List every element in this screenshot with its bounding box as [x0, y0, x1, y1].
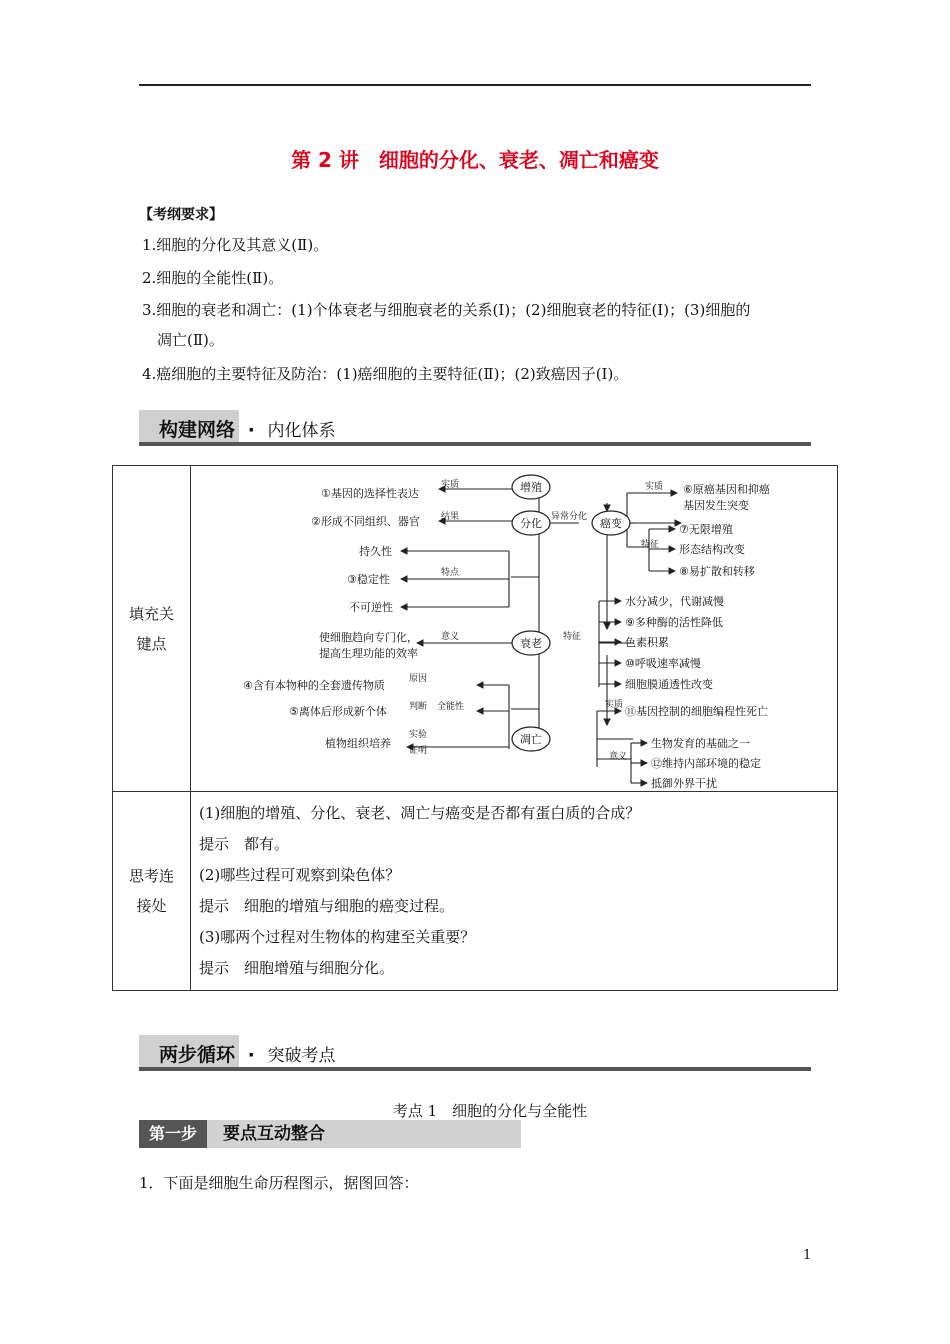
- section-rule: [139, 442, 811, 446]
- step-tag: 第一步: [139, 1120, 207, 1148]
- label-shizhi: 实质: [441, 479, 460, 490]
- left-item-9: 植物组织培养: [325, 736, 391, 750]
- kaodian-heading: 考点 1 细胞的分化与全能性: [392, 1102, 588, 1120]
- node-zengzhi: 增殖: [520, 480, 542, 494]
- ai-item-6b: 基因发生突变: [683, 498, 749, 512]
- node-diaowang: 凋亡: [520, 732, 542, 746]
- label-zhengming: 证明: [409, 745, 428, 756]
- section-header-network: [139, 410, 811, 446]
- left-item-7: ④含有本物种的全套遗传物质: [243, 678, 385, 692]
- question-2: (2)哪些过程可观察到染色体？: [199, 866, 401, 884]
- ai-item-7: ⑦无限增殖: [679, 522, 733, 536]
- requirement-1: 1.细胞的分化及其意义(Ⅱ)。: [142, 236, 329, 254]
- label-yiyi: 意义: [441, 631, 460, 642]
- qa-cell: [191, 792, 838, 991]
- section-header-steps: [139, 1035, 811, 1071]
- header-line: 思考连: [128, 867, 174, 885]
- label-tedian: 特点: [441, 567, 460, 578]
- section-main-text: 构建网络: [159, 419, 236, 441]
- sl-item-2: ⑨多种酶的活性降低: [625, 615, 723, 629]
- dw-item-2: ⑫维持内部环境的稳定: [651, 756, 761, 770]
- left-item-2: ②形成不同组织、器官: [311, 514, 420, 528]
- section-label: [159, 415, 335, 442]
- label-panduan: 判断: [409, 701, 428, 712]
- diagram-cell: [191, 466, 838, 792]
- dw-item-1: 生物发育的基础之一: [651, 736, 750, 750]
- left-item-4: ③稳定性: [347, 572, 390, 586]
- row-header-fill: [113, 466, 191, 792]
- left-item-6b: 提高生理功能的效率: [319, 646, 418, 660]
- label-ai-shizhi: 实质: [645, 481, 664, 492]
- label-quannengxing: 全能性: [437, 701, 465, 712]
- question-1: (1)细胞的增殖、分化、衰老、凋亡与癌变是否都有蛋白质的合成？: [199, 804, 641, 822]
- requirements-heading: 【考纲要求】: [139, 207, 223, 223]
- question-intro: 1．下面是细胞生命历程图示，据图回答：: [139, 1174, 419, 1192]
- node-fenhua: 分化: [520, 516, 542, 530]
- label-shiyan: 实验: [409, 729, 428, 740]
- answer-2: 提示 细胞的增殖与细胞的癌变过程。: [199, 897, 455, 915]
- header-line: 键点: [136, 634, 167, 653]
- sl-item-5: 细胞膜通透性改变: [625, 677, 713, 691]
- concept-map: [191, 467, 837, 791]
- header-line: 填充关: [128, 604, 174, 623]
- section-label: [159, 1040, 335, 1067]
- section-sub-text: 突破考点: [267, 1046, 336, 1066]
- label-sl-tezheng: 特征: [563, 631, 582, 642]
- left-item-1: ①基因的选择性表达: [321, 486, 419, 500]
- left-item-3: 持久性: [359, 544, 392, 558]
- label-dw-shizhi: 实质: [605, 699, 624, 710]
- label-yuanyin: 原因: [409, 673, 428, 684]
- dw-item-3: 抵御外界干扰: [651, 776, 717, 790]
- requirement-3-cont: 凋亡(Ⅱ)。: [157, 331, 224, 349]
- label-yichangfenhua: 异常分化: [551, 511, 588, 522]
- section-sub-text: 内化体系: [267, 421, 336, 441]
- node-aibian: 癌变: [600, 516, 622, 530]
- sl-item-3: 色素积累: [625, 635, 669, 649]
- ai-item-xingtai: 形态结构改变: [679, 542, 745, 556]
- top-rule: [139, 84, 811, 86]
- node-shuailao: 衰老: [520, 636, 542, 650]
- left-item-5: 不可逆性: [349, 600, 393, 614]
- row-header-think: [113, 792, 191, 991]
- requirement-2: 2.细胞的全能性(Ⅱ)。: [142, 269, 284, 287]
- answer-1: 提示 都有。: [199, 835, 290, 853]
- section-dot: ·: [247, 1044, 255, 1066]
- requirements-block: [139, 205, 819, 225]
- header-line: 接处: [136, 897, 167, 915]
- requirement-4: 4.癌细胞的主要特征及防治：(1)癌细胞的主要特征(Ⅱ)；(2)致癌因子(Ⅰ)。: [142, 365, 629, 383]
- label-jieguo: 结果: [441, 511, 460, 522]
- section-rule: [139, 1067, 811, 1071]
- answer-3: 提示 细胞增殖与细胞分化。: [199, 959, 395, 977]
- dw-item-11: ⑪基因控制的细胞编程性死亡: [625, 704, 768, 718]
- ai-item-8: ⑧易扩散和转移: [679, 564, 755, 578]
- label-ai-tezheng: 特征: [641, 539, 660, 550]
- sl-item-1: 水分减少，代谢减慢: [625, 594, 724, 608]
- page-title: 第 2 讲 细胞的分化、衰老、凋亡和癌变: [291, 148, 659, 172]
- section-dot: ·: [247, 419, 255, 441]
- sl-item-4: ⑩呼吸速率减慢: [625, 656, 701, 670]
- page-number: 1: [803, 1248, 812, 1263]
- question-3: (3)哪两个过程对生物体的构建至关重要？: [199, 928, 476, 946]
- section-main-text: 两步循环: [159, 1044, 236, 1066]
- ai-item-6a: ⑥原癌基因和抑癌: [683, 482, 770, 496]
- label-dw-yiyi: 意义: [609, 751, 628, 762]
- requirement-3: 3.细胞的衰老和凋亡：(1)个体衰老与细胞衰老的关系(Ⅰ)；(2)细胞衰老的特征(Ⅰ)；(3)细胞的: [142, 301, 751, 319]
- left-item-6a: 使细胞趋向专门化，: [319, 630, 418, 644]
- step-bar: [139, 1120, 521, 1148]
- knowledge-table: [112, 465, 838, 991]
- left-item-8: ⑤离体后形成新个体: [289, 704, 387, 718]
- step-text: 要点互动整合: [223, 1124, 325, 1144]
